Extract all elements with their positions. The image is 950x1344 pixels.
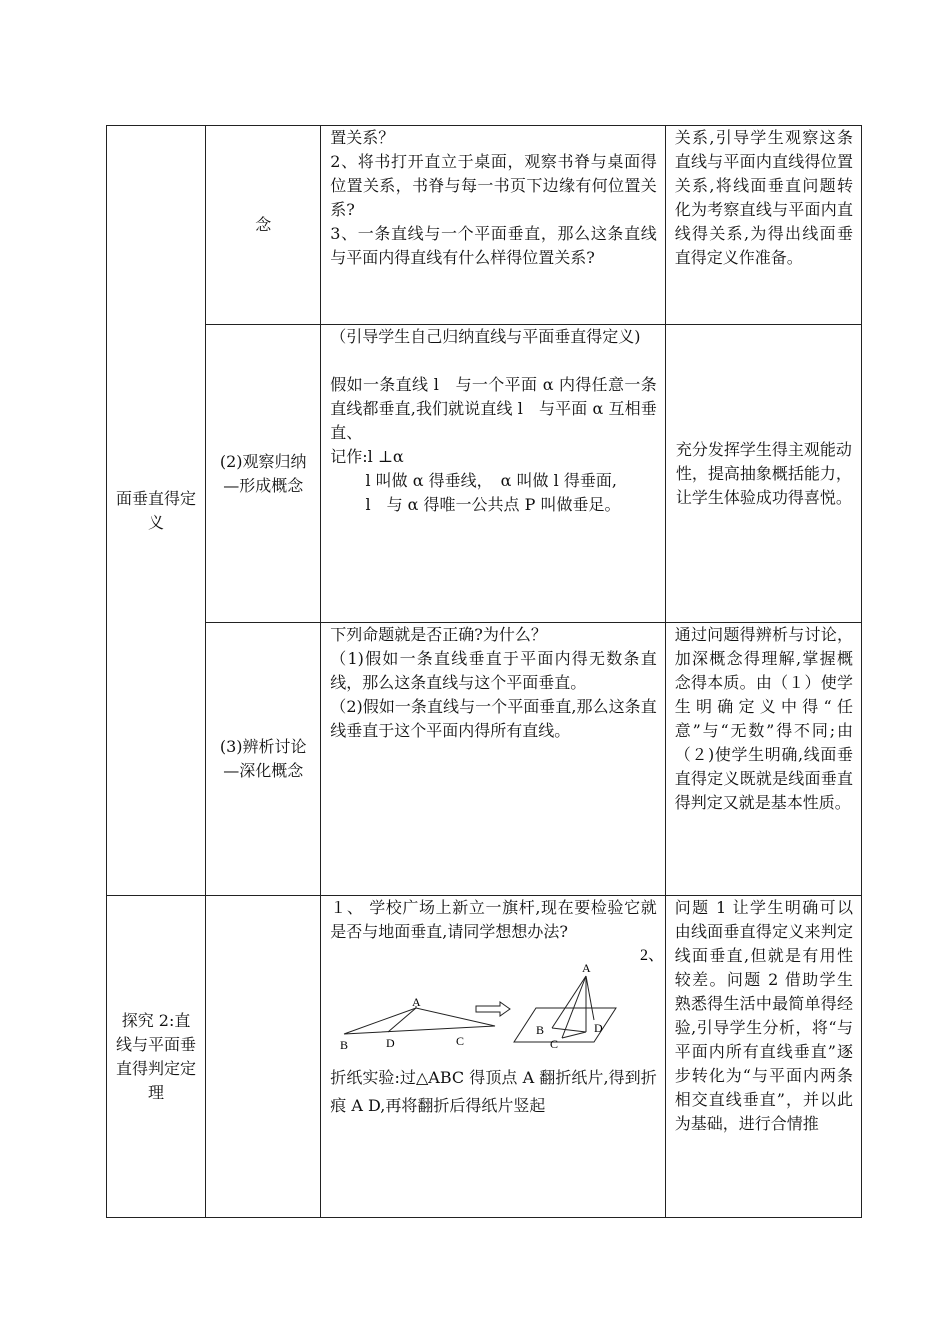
content-line: （1)假如一条直线垂直于平面内得无数条直线，那么这条直线与这个平面垂直。	[330, 649, 657, 692]
content-line: 假如一条直线 l 与一个平面 α 内得任意一条直线都垂直,我们就说直线 l 与平面 α 互相垂直、	[330, 375, 657, 442]
content-line: 2、将书打开直立于桌面，观察书脊与桌面得位置关系，书脊与每一书页下边缘有何位置关系?	[330, 152, 657, 219]
question-number: 2、	[640, 947, 665, 964]
content-line: １、 学校广场上新立一旗杆,现在要检验它就是否与地面垂直,请同学想想办法?	[330, 898, 657, 941]
table-row	[107, 325, 862, 623]
step-label: (3)辨析讨论—深化概念	[219, 737, 307, 780]
content-line: 下列命题就是否正确?为什么？	[330, 625, 547, 644]
label-D: D	[594, 1021, 603, 1035]
content-line: （2)假如一条直线与一个平面垂直,那么这条直线垂直于这个平面内得所有直线。	[330, 697, 657, 740]
arrow-icon	[476, 1002, 510, 1016]
label-B: B	[536, 1023, 545, 1037]
label-A: A	[582, 961, 591, 975]
content-line: 折纸实验:过△ABC 得顶点 A 翻折纸片,得到折痕 A D,再将翻折后得纸片竖起	[330, 1068, 657, 1115]
flat-triangle	[344, 1006, 495, 1034]
step-label: (2)观察归纳—形成概念	[219, 451, 307, 495]
content-line: 记作:l ⊥α	[330, 447, 404, 466]
content-cell	[321, 325, 665, 623]
content-cell	[321, 126, 665, 325]
content-line: 置关系？	[330, 128, 395, 147]
intent-cell	[665, 896, 861, 1218]
intent-cell	[665, 325, 861, 623]
spacer	[330, 349, 656, 373]
step-cell	[206, 325, 321, 623]
content-line: l 叫做 α 得垂线， α 叫做 l 得垂面,	[365, 471, 617, 490]
label-B: B	[340, 1038, 349, 1052]
table-row	[107, 126, 862, 325]
table-row	[107, 896, 862, 1218]
intent-cell	[665, 126, 861, 325]
content-line: （引导学生自己归纳直线与平面垂直得定义)	[330, 327, 641, 346]
content-cell	[321, 896, 665, 1218]
intent-text: 问题 1 让学生明确可以由线面垂直得定义来判定线面垂直,但就是有用性较差。问题 2 借助学生熟悉得生活中最简单得经验,引导学生分析，将“与平面内所有直线垂直”逐步转化为“与平面内两条相交直线垂直”，并以此为基础，进行合情推	[674, 898, 853, 1133]
stage-cell-theorem	[107, 896, 206, 1218]
stage-cell-definition	[107, 126, 206, 896]
intent-text: 关系,引导学生观察这条直线与平面内直线得位置关系,将线面垂直问题转化为考察直线与平面内直线得关系,为得出线面垂直得定义作准备。	[674, 128, 853, 267]
stage-label: 面垂直得定义	[116, 488, 197, 532]
intent-cell	[665, 623, 861, 896]
label-A: A	[412, 995, 421, 1009]
label-D: D	[386, 1036, 395, 1050]
step-cell	[206, 126, 321, 325]
intent-text: 通过问题得辨析与讨论，加深概念得理解,掌握概念得本质。由（１）使学生明确定义中得“任意”与“无数”得不同;由（２)使学生明确,线面垂直得定义既就是线面垂直得判定又就是基本性质。	[674, 625, 853, 812]
content-cell	[321, 623, 665, 896]
content-line: l 与 α 得唯一公共点 P 叫做垂足。	[365, 495, 621, 514]
table-row	[107, 623, 862, 896]
label-C: C	[456, 1034, 465, 1048]
step-label: 念	[255, 215, 272, 234]
label-C: C	[550, 1037, 559, 1051]
lesson-plan-table	[106, 125, 862, 1218]
intent-text: 充分发挥学生得主观能动性，提高抽象概括能力，让学生体验成功得喜悦。	[675, 439, 852, 507]
step-cell	[206, 623, 321, 896]
triangle-fold-diagram	[330, 944, 665, 1064]
content-line: 3、一条直线与一个平面垂直，那么这条直线与平面内得直线有什么样得位置关系?	[330, 224, 657, 267]
step-cell-empty	[206, 896, 321, 1218]
stage-label: 探究 2:直线与平面垂直得判定定理	[116, 1010, 197, 1102]
folding-figure	[330, 944, 665, 1064]
